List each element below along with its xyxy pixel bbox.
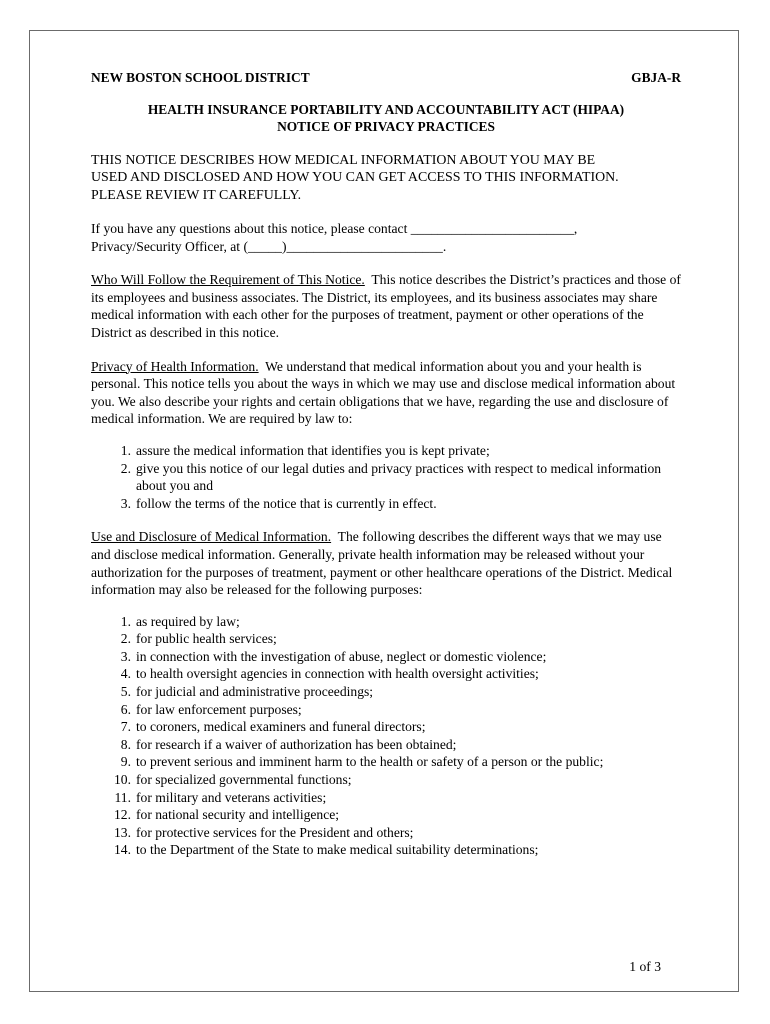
- list-item: [91, 495, 681, 513]
- list-item-number: 7.: [120, 719, 131, 735]
- list-item-text: for specialized governmental functions;: [136, 772, 352, 788]
- policy-code: GBJA-R: [631, 70, 681, 85]
- list-item: [91, 824, 681, 842]
- list-item-text: assure the medical information that identifies you is kept private;: [136, 442, 490, 458]
- contact-line-2: Privacy/Security Officer, at (_____)_______________________.: [91, 238, 447, 254]
- use-disclosure-paragraph: [91, 528, 681, 598]
- list-item-number: 13.: [114, 824, 131, 840]
- district-name: NEW BOSTON SCHOOL DISTRICT: [91, 70, 310, 85]
- list-item-number: 9.: [120, 754, 131, 770]
- list-item-text: to coroners, medical examiners and funeral directors;: [136, 719, 426, 735]
- list-item-number: 8.: [120, 736, 131, 752]
- list-item-text: for public health services;: [136, 631, 277, 647]
- list-item-number: 1.: [120, 613, 131, 629]
- privacy-obligations-list: [91, 442, 681, 512]
- list-item-text: for military and veterans activities;: [136, 789, 327, 805]
- list-item: [91, 665, 681, 683]
- who-will-follow-paragraph: [91, 271, 681, 341]
- list-item: [91, 841, 681, 859]
- privacy-paragraph: [91, 358, 681, 428]
- list-item: [91, 630, 681, 648]
- list-item-text: for judicial and administrative proceedings;: [136, 684, 374, 700]
- privacy-heading: Privacy of Health Information.: [91, 358, 259, 374]
- privacy-body: We understand that medical information about you and your health is personal. This notice tells you about the ways in which we may use and disclose medical information about you. We also describe your rights and certain obligations that we have, regarding the use and disclosure of medical information. We are required by law to:: [91, 358, 676, 427]
- notice-line-3: PLEASE REVIEW IT CAREFULLY.: [91, 187, 302, 203]
- contact-line-1: If you have any questions about this notice, please contact ________________________,: [91, 221, 578, 236]
- list-item-number: 14.: [114, 842, 131, 858]
- list-item-text: to prevent serious and imminent harm to the health or safety of a person or the public;: [136, 754, 604, 770]
- who-will-follow-heading: Who Will Follow the Requirement of This Notice.: [91, 272, 365, 288]
- list-item-number: 3.: [120, 495, 131, 511]
- list-item-text: to the Department of the State to make medical suitability determinations;: [136, 842, 539, 858]
- list-item: [91, 718, 681, 736]
- use-disclosure-heading: Use and Disclosure of Medical Information.: [91, 529, 332, 545]
- document-content: [91, 69, 681, 859]
- list-item-text: to health oversight agencies in connection with health oversight activities;: [136, 666, 539, 682]
- list-item: [91, 771, 681, 789]
- list-item: [91, 442, 681, 460]
- list-item-number: 5.: [120, 684, 131, 700]
- notice-line-1: THIS NOTICE DESCRIBES HOW MEDICAL INFORMATION ABOUT YOU MAY BE: [91, 152, 596, 168]
- document-title: [91, 101, 681, 136]
- list-item-text: for protective services for the President and others;: [136, 824, 414, 840]
- list-item: [91, 648, 681, 666]
- document-header: [91, 69, 681, 87]
- list-item-number: 4.: [120, 666, 131, 682]
- list-item: [91, 613, 681, 631]
- list-item-text: for law enforcement purposes;: [136, 701, 302, 717]
- list-item: [91, 753, 681, 771]
- notice-statement: [91, 152, 681, 204]
- list-item: [91, 736, 681, 754]
- page-number: 1 of 3: [629, 959, 661, 974]
- list-item-number: 3.: [120, 648, 131, 664]
- list-item-number: 2.: [120, 460, 131, 476]
- title-line-2: NOTICE OF PRIVACY PRACTICES: [277, 119, 495, 135]
- list-item: [91, 460, 681, 495]
- list-item-number: 6.: [120, 701, 131, 717]
- list-item-number: 1.: [120, 442, 131, 458]
- list-item-number: 2.: [120, 631, 131, 647]
- list-item: [91, 806, 681, 824]
- document-page: [29, 30, 739, 992]
- list-item: [91, 701, 681, 719]
- list-item: [91, 789, 681, 807]
- notice-line-2: USED AND DISCLOSED AND HOW YOU CAN GET ACCESS TO THIS INFORMATION.: [91, 170, 619, 186]
- list-item-number: 11.: [114, 789, 131, 805]
- list-item-number: 12.: [114, 807, 131, 823]
- list-item-text: follow the terms of the notice that is currently in effect.: [136, 495, 437, 511]
- list-item-text: give you this notice of our legal duties and privacy practices with respect to medical information about you and: [136, 460, 662, 494]
- use-disclosure-body: The following describes the different ways that we may use and disclose medical information. Generally, private health information may be released without your authorization for the purposes of treatment, payment or other healthcare operations of the District. Medical information may also be released for the following purposes:: [91, 529, 673, 598]
- list-item-text: for national security and intelligence;: [136, 807, 340, 823]
- list-item-text: as required by law;: [136, 613, 240, 629]
- disclosure-purposes-list: [91, 613, 681, 859]
- who-will-follow-body: This notice describes the District’s practices and those of its employees and business associates. The District, its employees, and its business associates may share medical information with each other for the purposes of treatment, payment or other operations of the District as described in this notice.: [91, 272, 681, 340]
- list-item-text: in connection with the investigation of abuse, neglect or domestic violence;: [136, 648, 547, 664]
- list-item-number: 10.: [114, 772, 131, 788]
- list-item-text: for research if a waiver of authorization has been obtained;: [136, 736, 457, 752]
- list-item: [91, 683, 681, 701]
- title-line-1: HEALTH INSURANCE PORTABILITY AND ACCOUNTABILITY ACT (HIPAA): [147, 101, 625, 117]
- contact-paragraph: [91, 220, 681, 255]
